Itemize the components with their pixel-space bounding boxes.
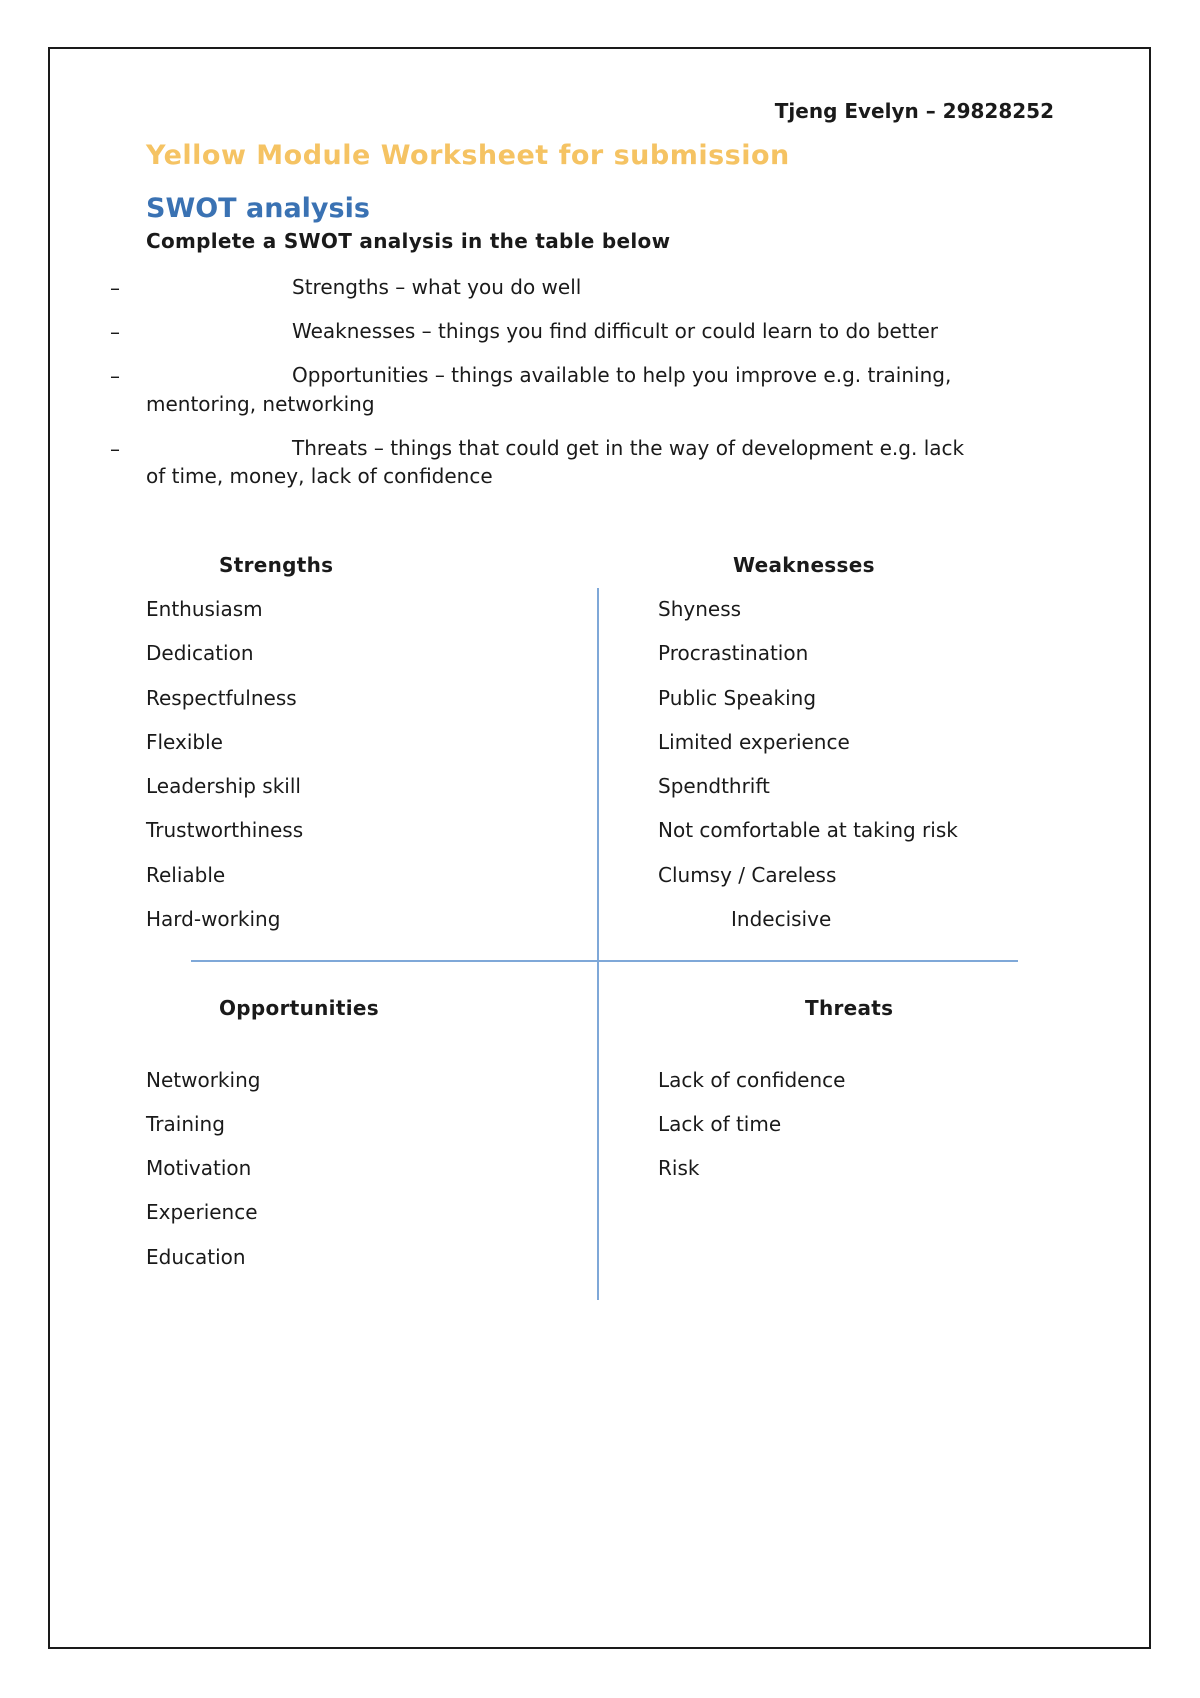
- section-heading: SWOT analysis: [146, 193, 370, 224]
- weakness-item: Clumsy / Careless: [658, 863, 837, 887]
- swot-vertical-divider: [597, 588, 599, 1300]
- weakness-item: Public Speaking: [658, 686, 817, 710]
- opportunity-item: Networking: [146, 1068, 261, 1092]
- weakness-item: Shyness: [658, 597, 742, 621]
- threats-title: Threats: [805, 996, 894, 1020]
- strength-item: Dedication: [146, 641, 254, 665]
- weakness-item: Procrastination: [658, 641, 809, 665]
- strength-item: Hard-working: [146, 907, 281, 931]
- threat-item: Lack of time: [658, 1112, 782, 1136]
- strength-item: Respectfulness: [146, 686, 297, 710]
- instruction-text: Complete a SWOT analysis in the table below: [146, 229, 671, 253]
- bullet-threats: Threats – things that could get in the way of development e.g. lack: [292, 436, 965, 460]
- weakness-item: Limited experience: [658, 730, 850, 754]
- weakness-item: Indecisive: [731, 907, 832, 931]
- opportunity-item: Experience: [146, 1200, 258, 1224]
- bullet-strengths: Strengths – what you do well: [292, 275, 582, 299]
- threat-item: Lack of confidence: [658, 1068, 846, 1092]
- opportunities-title: Opportunities: [219, 996, 379, 1020]
- threat-item: Risk: [658, 1156, 700, 1180]
- bullet-dash: –: [110, 364, 120, 388]
- strength-item: Reliable: [146, 863, 226, 887]
- page-border: [48, 47, 1151, 1649]
- opportunity-item: Education: [146, 1245, 246, 1269]
- bullet-dash: –: [110, 276, 120, 300]
- strength-item: Enthusiasm: [146, 597, 263, 621]
- swot-horizontal-divider: [191, 960, 1018, 962]
- weakness-item: Spendthrift: [658, 774, 770, 798]
- opportunity-item: Motivation: [146, 1156, 252, 1180]
- bullet-opportunities-cont: mentoring, networking: [146, 392, 375, 416]
- strength-item: Flexible: [146, 730, 223, 754]
- bullet-dash: –: [110, 437, 120, 461]
- bullet-threats-cont: of time, money, lack of confidence: [146, 464, 493, 488]
- bullet-weaknesses: Weaknesses – things you find difficult or could learn to do better: [292, 319, 938, 343]
- strength-item: Trustworthiness: [146, 818, 304, 842]
- strengths-title: Strengths: [219, 553, 334, 577]
- bullet-dash: –: [110, 320, 120, 344]
- worksheet-title: Yellow Module Worksheet for submission: [146, 140, 790, 171]
- weaknesses-title: Weaknesses: [733, 553, 875, 577]
- opportunity-item: Training: [146, 1112, 225, 1136]
- author-line: Tjeng Evelyn – 29828252: [774, 99, 1054, 123]
- bullet-opportunities: Opportunities – things available to help you improve e.g. training,: [292, 363, 952, 387]
- strength-item: Leadership skill: [146, 774, 301, 798]
- weakness-item: Not comfortable at taking risk: [658, 818, 958, 842]
